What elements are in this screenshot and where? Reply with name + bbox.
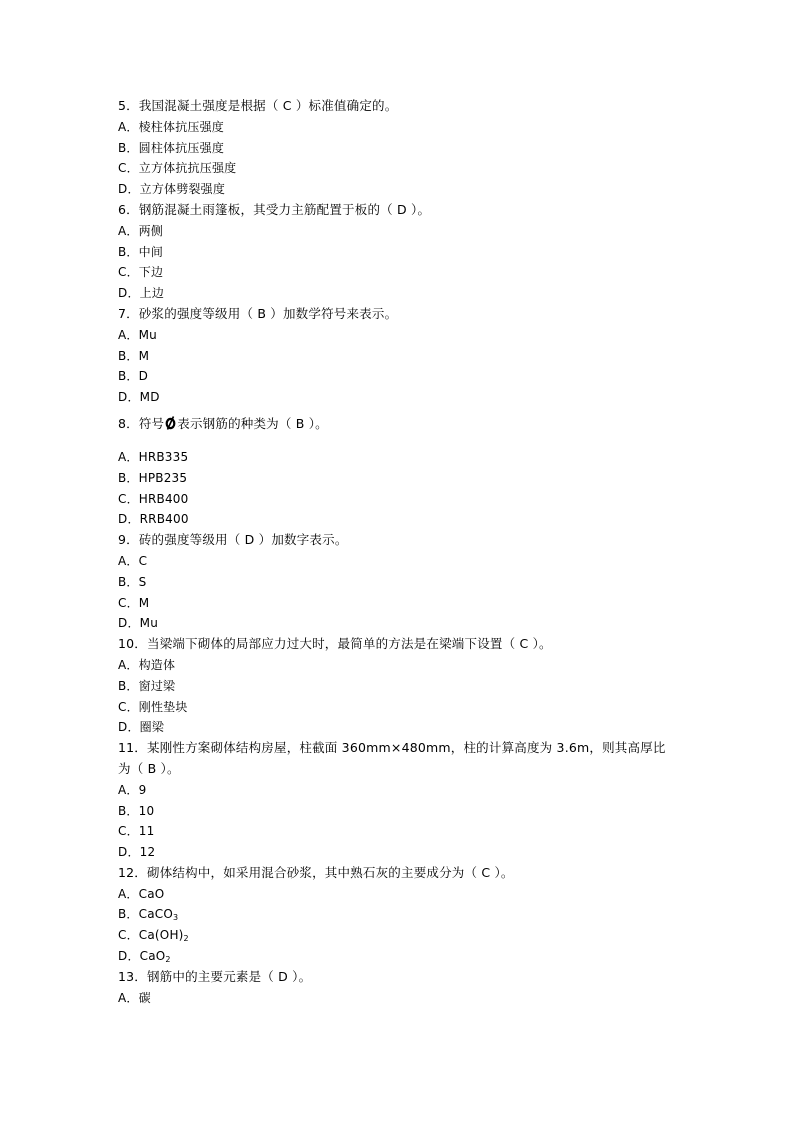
question-5-option-a: A．棱柱体抗压强度 <box>118 119 225 134</box>
question-7-option-a: A．Mu <box>118 327 157 342</box>
question-5-option-d: D．立方体劈裂强度 <box>118 182 226 197</box>
option-text: C．Ca(OH) <box>118 928 184 943</box>
question-11-stem-line1: 11．某刚性方案砌体结构房屋，柱截面 360mm×480mm，柱的计算高度为 3.6m，则其高厚比 <box>118 740 666 756</box>
question-13-option-a: A．碳 <box>118 990 151 1005</box>
question-9-stem: 9．砖的强度等级用（ D ）加数字表示。 <box>118 532 348 548</box>
question-9-option-a: A．C <box>118 553 148 568</box>
question-8-stem-after: 表示钢筋的种类为（ B ）。 <box>177 415 328 431</box>
question-6-stem: 6．钢筋混凝土雨篷板，其受力主筋配置于板的（ D ）。 <box>118 201 431 217</box>
question-8-option-d: D．RRB400 <box>118 512 189 527</box>
question-5-option-c: C．立方体抗抗压强度 <box>118 161 237 176</box>
question-8-stem-before: 8．符号 <box>118 415 165 431</box>
question-list <box>118 96 678 1008</box>
question-12-option-b <box>118 904 678 925</box>
question-12-option-a <box>118 884 678 905</box>
rebar-symbol-icon <box>165 410 176 424</box>
option-text: D．CaO <box>118 949 166 964</box>
question-6-option-a: A．两侧 <box>118 223 164 238</box>
question-11-option-c: C．11 <box>118 824 155 839</box>
question-9-option-b: B．S <box>118 574 147 589</box>
option-text: A．CaO <box>118 886 165 901</box>
question-5-stem: 5．我国混凝土强度是根据（ C ）标准值确定的。 <box>118 98 398 113</box>
question-7-option-b: B．M <box>118 348 150 363</box>
question-12-option-d <box>118 946 678 967</box>
question-8-option-a: A．HRB335 <box>118 449 189 464</box>
subscript: 3 <box>173 913 179 923</box>
question-10-option-b: B．窗过梁 <box>118 678 176 693</box>
question-8-option-b: B．HPB235 <box>118 470 188 485</box>
question-6-option-c: C．下边 <box>118 265 164 280</box>
question-13-stem: 13．钢筋中的主要元素是（ D ）。 <box>118 968 312 984</box>
question-9-option-c: C．M <box>118 595 150 610</box>
spacer <box>118 439 678 447</box>
option-text: B．CaCO <box>118 907 173 922</box>
question-7-stem: 7．砂浆的强度等级用（ B ）加数学符号来表示。 <box>118 305 398 321</box>
question-10-option-a: A．构造体 <box>118 657 176 672</box>
question-10-stem: 10．当梁端下砌体的局部应力过大时，最简单的方法是在梁端下设置（ C ）。 <box>118 636 552 652</box>
question-12-stem: 12．砌体结构中，如采用混合砂浆，其中熟石灰的主要成分为（ C ）。 <box>118 864 514 880</box>
question-10-option-d: D．圈梁 <box>118 720 165 735</box>
question-11-stem-line2: 为（ B ）。 <box>118 760 180 776</box>
question-5-option-b: B．圆柱体抗压强度 <box>118 140 225 155</box>
question-8-option-c: C．HRB400 <box>118 491 189 506</box>
question-10-option-c: C．刚性垫块 <box>118 699 188 714</box>
question-7-option-d: D．MD <box>118 390 160 405</box>
question-12-option-c <box>118 925 678 946</box>
question-6-option-d: D．上边 <box>118 286 165 301</box>
question-11-option-b: B．10 <box>118 803 155 818</box>
question-6-option-b: B．中间 <box>118 244 164 259</box>
question-8-stem <box>118 408 678 439</box>
question-9-option-d: D．Mu <box>118 616 158 631</box>
subscript: 2 <box>183 934 189 944</box>
question-11-option-d: D．12 <box>118 845 156 860</box>
question-11-option-a: A．9 <box>118 782 147 797</box>
subscript: 2 <box>165 955 171 965</box>
question-7-option-c: B．D <box>118 369 149 384</box>
